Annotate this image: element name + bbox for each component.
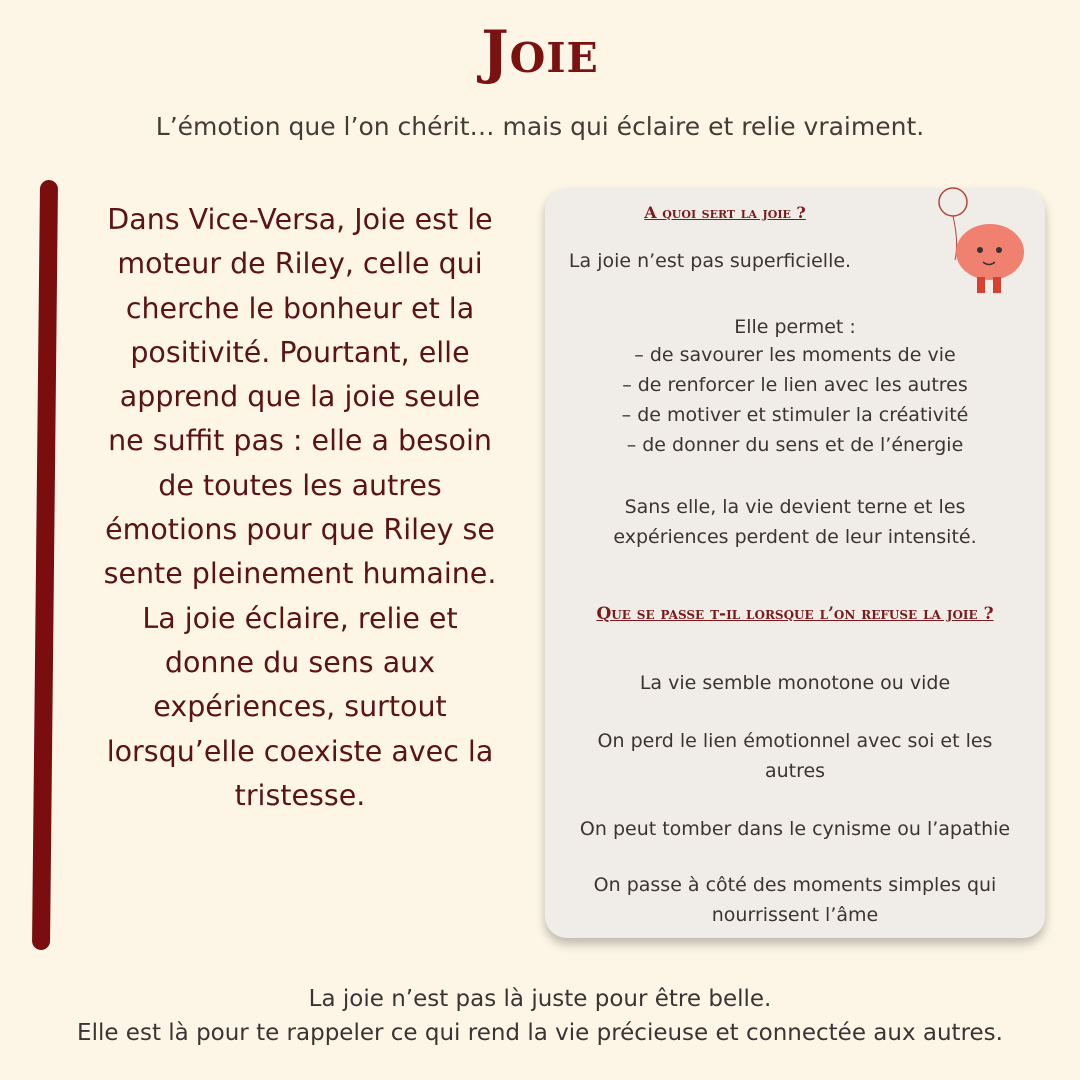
list-item: – de motiver et stimuler la créativité [621, 404, 969, 426]
intro-paragraph: Dans Vice-Versa, Joie est le moteur de Riley, celle qui cherche le bonheur et la positivité. Pourtant, elle apprend que la joie seule ne suffit pas : elle a besoin de toutes les autres émotions pour que Riley se sente pleinement humaine. La joie éclaire, relie et donne du sens aux expériences, surtout lorsqu’elle coexiste avec la tristesse. [103, 203, 497, 812]
brain-character-icon [925, 182, 1035, 302]
list-item: – de savourer les moments de vie [634, 344, 956, 366]
page-subtitle: L’émotion que l’on chérit… mais qui éclaire et relie vraiment. [155, 112, 925, 141]
consequence-item: On peut tomber dans le cynisme ou l’apathie [579, 818, 1011, 840]
info-card [545, 188, 1045, 938]
card-without: Sans elle, la vie devient terne et les expériences perdent de leur intensité. [613, 496, 977, 548]
list-item: – de donner du sens et de l’énergie [626, 434, 964, 456]
section-title-purpose: A quoi sert la joie ? [644, 203, 806, 222]
consequence-item: On passe à côté des moments simples qui nourrissent l’âme [593, 874, 997, 926]
footer-line-1: La joie n’est pas là juste pour être belle. [308, 986, 772, 1012]
card-list-intro: Elle permet : [734, 316, 856, 338]
list-item: – de renforcer le lien avec les autres [622, 374, 968, 396]
page-title: Joie [481, 18, 599, 86]
card-intro: La joie n’est pas superficielle. [568, 250, 852, 272]
footer-line-2: Elle est là pour te rappeler ce qui rend la vie précieuse et connectée aux autres. [77, 1020, 1003, 1046]
decorative-bar [32, 180, 58, 950]
consequence-item: La vie semble monotone ou vide [639, 672, 951, 694]
consequence-item: On perd le lien émotionnel avec soi et les autres [597, 730, 993, 782]
section-title-refuse: Que se passe t-il lorsque l’on refuse la joie ? [596, 604, 994, 624]
